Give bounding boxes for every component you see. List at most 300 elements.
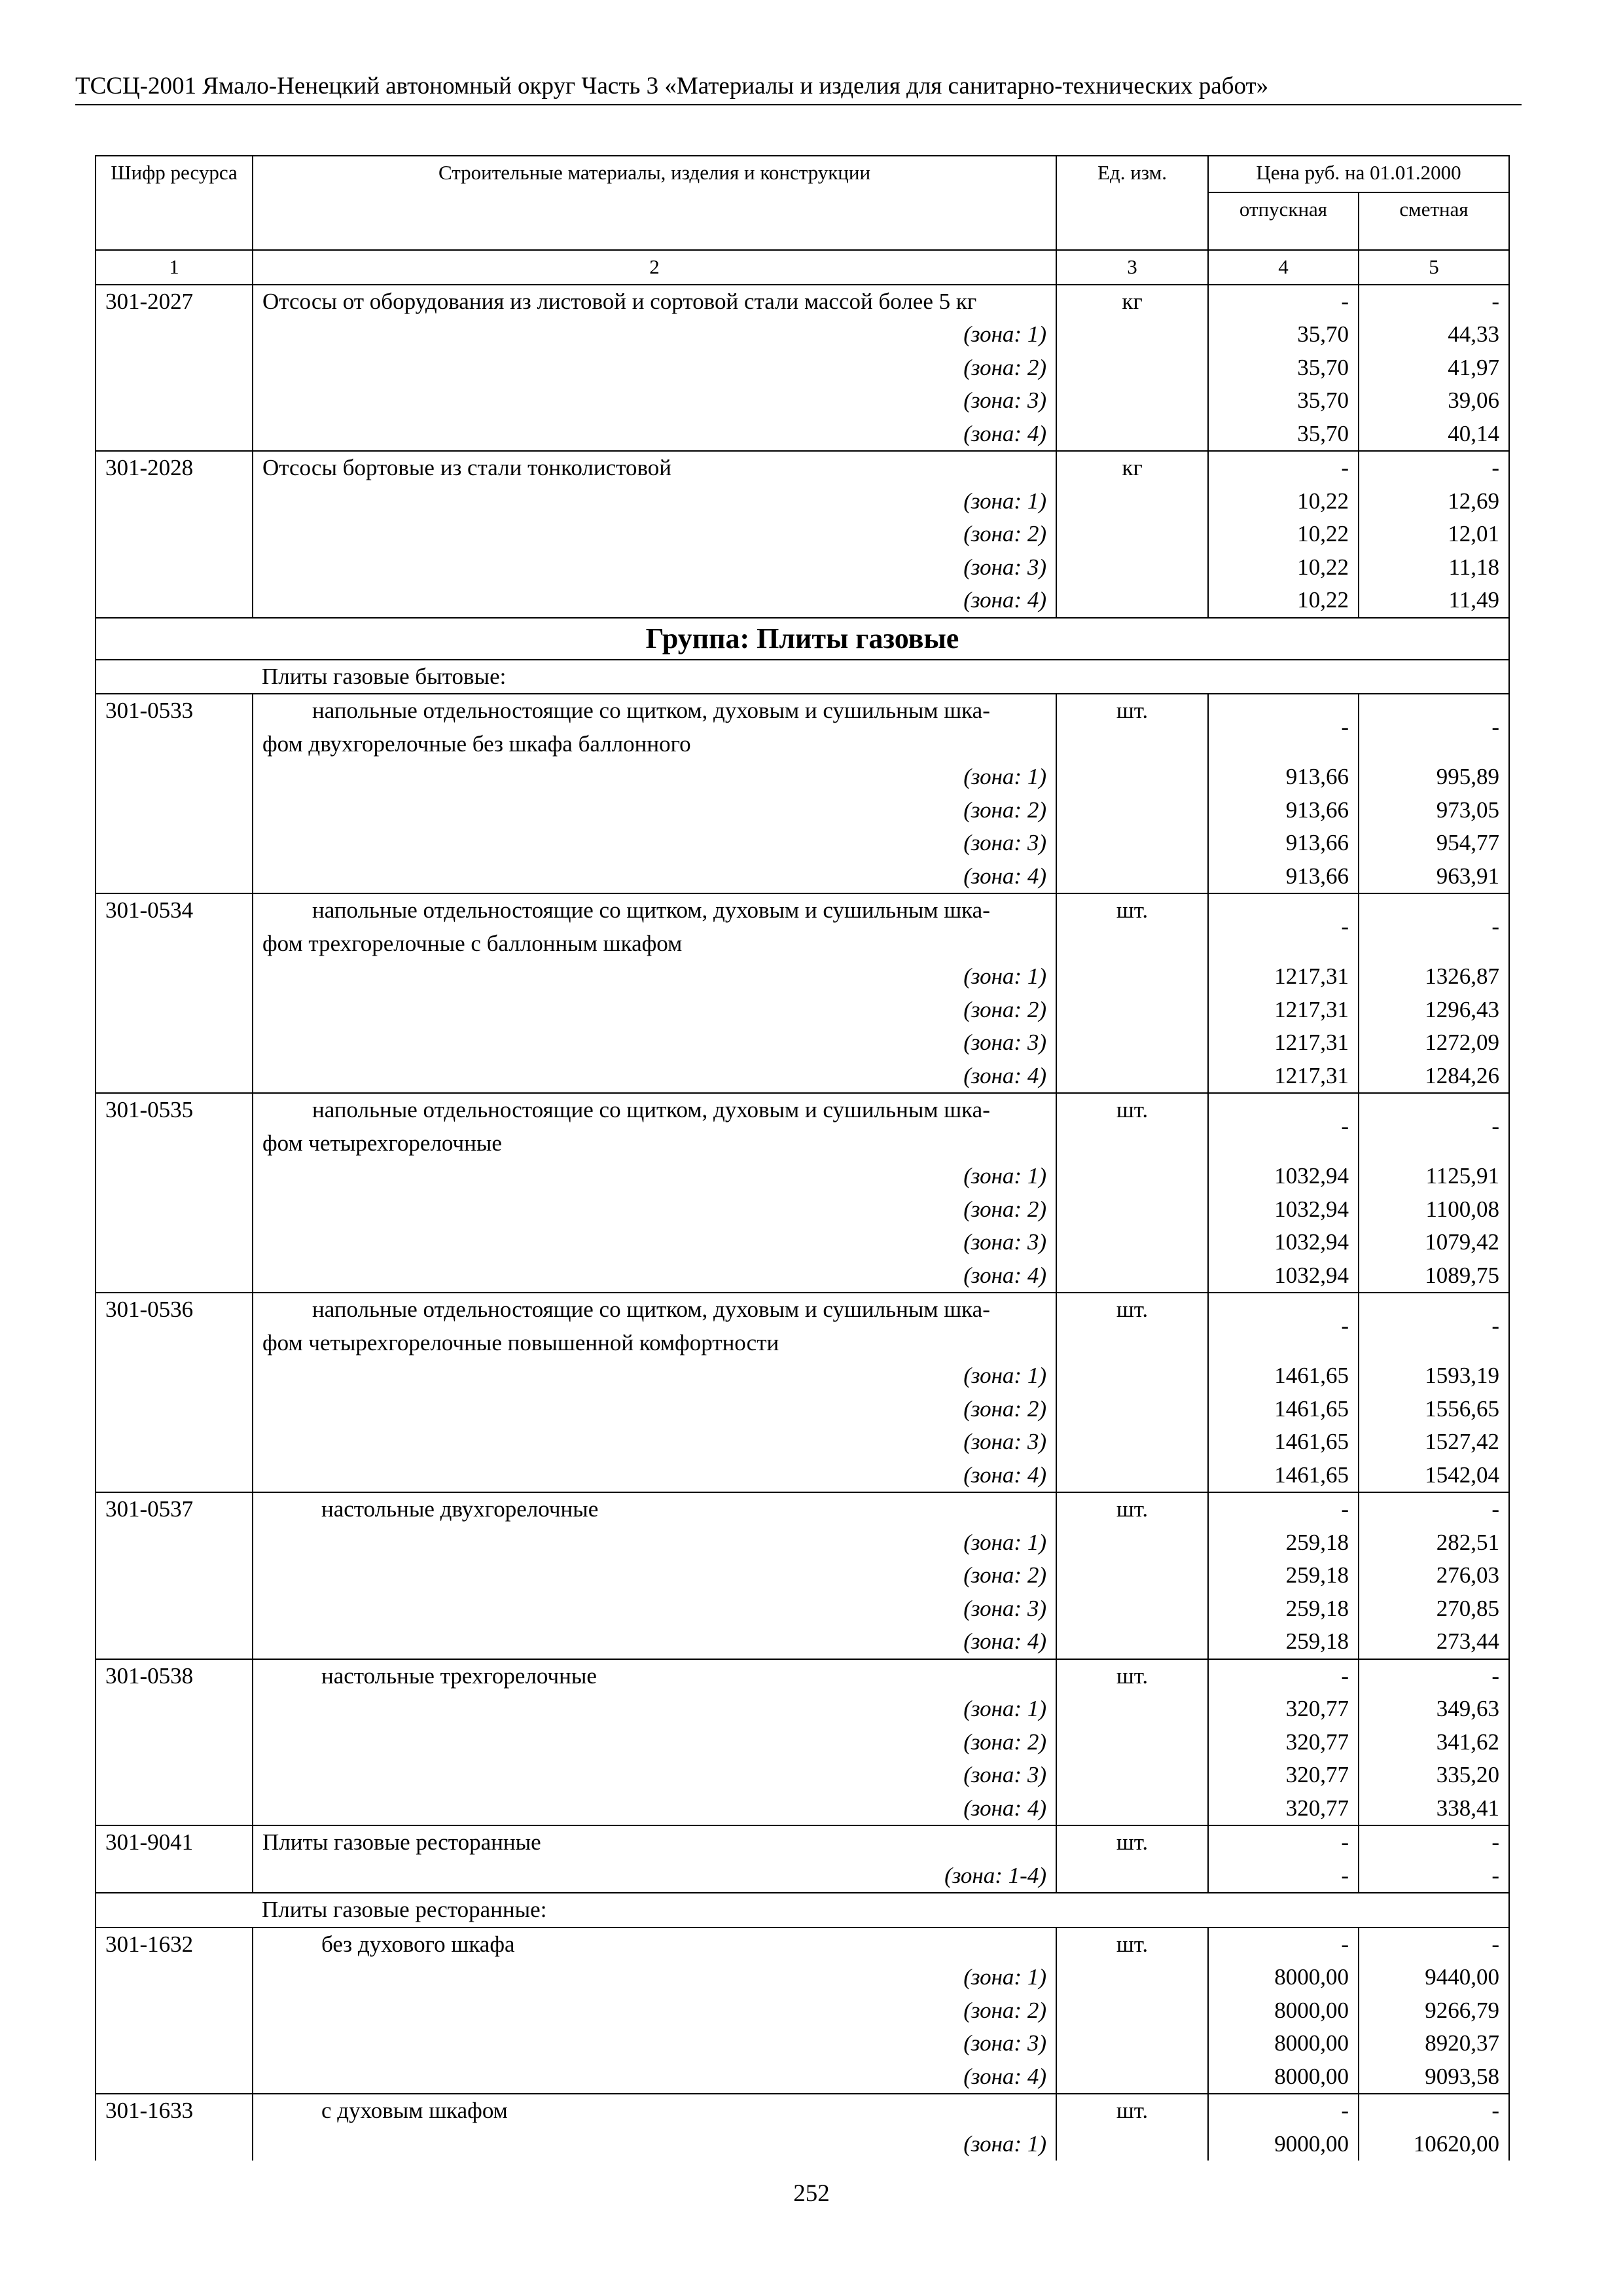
zone-price-release: 10,22 [1208, 485, 1359, 518]
zone-unit-cell [1056, 1026, 1208, 1060]
resource-name [253, 1093, 1056, 1160]
zone-label: (зона: 2) [253, 1393, 1056, 1426]
zone-unit-cell [1056, 1792, 1208, 1826]
zone-price-release: 1461,65 [1208, 1359, 1359, 1393]
price-release: - [1208, 285, 1359, 319]
zone-row [96, 994, 1509, 1027]
zone-price-release: 320,77 [1208, 1759, 1359, 1792]
column-number: 3 [1056, 250, 1208, 285]
zone-row [96, 1426, 1509, 1459]
zone-price-release: 913,66 [1208, 860, 1359, 894]
zone-code-cell [96, 1961, 253, 1994]
price-release: - [1208, 1093, 1359, 1160]
zone-price-release: 913,66 [1208, 794, 1359, 827]
unit: шт. [1056, 694, 1208, 761]
zone-price-release: 1217,31 [1208, 1060, 1359, 1094]
zone-label: (зона: 1) [253, 1160, 1056, 1193]
zone-price-estimate: 1125,91 [1359, 1160, 1509, 1193]
zone-price-estimate: 335,20 [1359, 1759, 1509, 1792]
zone-price-estimate: 11,49 [1359, 584, 1509, 618]
zone-row [96, 1592, 1509, 1626]
zone-price-release: 35,70 [1208, 418, 1359, 452]
resource-name [253, 1293, 1056, 1359]
zone-price-estimate: 10620,00 [1359, 2128, 1509, 2161]
table-body [96, 285, 1509, 2161]
zone-label: (зона: 1) [253, 318, 1056, 351]
zone-price-estimate: 39,06 [1359, 384, 1509, 418]
unit: шт. [1056, 2094, 1208, 2128]
resource-name [253, 893, 1056, 960]
zone-code-cell [96, 551, 253, 584]
zone-code-cell [96, 2128, 253, 2161]
zone-price-release: 1217,31 [1208, 1026, 1359, 1060]
zone-row [96, 1759, 1509, 1792]
table-row [96, 893, 1509, 960]
price-estimate: - [1359, 893, 1509, 960]
header-code: Шифр ресурса [96, 156, 253, 250]
zone-price-release: 259,18 [1208, 1625, 1359, 1659]
resource-name-line: фом двухгорелочные без шкафа баллонного [262, 730, 691, 757]
resource-name-text: настольные трехгорелочные [321, 1662, 597, 1689]
table-row [96, 285, 1509, 319]
zone-label: (зона: 1) [253, 960, 1056, 994]
table-row [96, 1928, 1509, 1962]
zone-code-cell [96, 1792, 253, 1826]
zone-unit-cell [1056, 1726, 1208, 1759]
resource-name: Плиты газовые ресторанные [253, 1825, 1056, 1859]
price-estimate: - [1359, 451, 1509, 485]
zone-code-cell [96, 485, 253, 518]
zone-unit-cell [1056, 418, 1208, 452]
zone-unit-cell [1056, 1426, 1208, 1459]
zone-code-cell [96, 318, 253, 351]
resource-name-line: напольные отдельностоящие со щитком, духовым и сушильным шка- [312, 1297, 990, 1322]
resource-name-line: фом четырехгорелочные повышенной комфортности [262, 1329, 779, 1355]
zone-price-estimate: 9266,79 [1359, 1994, 1509, 2028]
zone-code-cell [96, 1592, 253, 1626]
zone-label: (зона: 3) [253, 1592, 1056, 1626]
zone-unit-cell [1056, 1859, 1208, 1893]
header-name: Строительные материалы, изделия и конструкции [253, 156, 1056, 250]
column-number: 5 [1359, 250, 1509, 285]
zone-label: (зона: 2) [253, 1559, 1056, 1592]
zone-label: (зона: 2) [253, 1994, 1056, 2028]
zone-row [96, 1726, 1509, 1759]
resource-name: Отсосы от оборудования из листовой и сортовой стали массой более 5 кг [253, 285, 1056, 319]
zone-price-release: 320,77 [1208, 1726, 1359, 1759]
zone-row [96, 860, 1509, 894]
zone-unit-cell [1056, 1526, 1208, 1560]
zone-price-estimate: 1100,08 [1359, 1193, 1509, 1227]
zone-price-release: 1217,31 [1208, 994, 1359, 1027]
price-release: - [1208, 1825, 1359, 1859]
zone-unit-cell [1056, 518, 1208, 551]
zone-row [96, 2027, 1509, 2060]
zone-row [96, 1459, 1509, 1493]
zone-price-estimate: 1527,42 [1359, 1426, 1509, 1459]
zone-price-estimate: 1326,87 [1359, 960, 1509, 994]
zone-code-cell [96, 994, 253, 1027]
zone-code-cell [96, 418, 253, 452]
page-header: ТССЦ-2001 Ямало-Ненецкий автономный округ Часть 3 «Материалы и изделия для санитарно-технических работ» [75, 72, 1522, 105]
zone-code-cell [96, 1994, 253, 2028]
zone-row [96, 1193, 1509, 1227]
zone-price-estimate: 349,63 [1359, 1693, 1509, 1726]
zone-price-release: 1461,65 [1208, 1459, 1359, 1493]
zone-price-estimate: 8920,37 [1359, 2027, 1509, 2060]
zone-label: (зона: 1) [253, 2128, 1056, 2161]
zone-unit-cell [1056, 2128, 1208, 2161]
zone-row [96, 418, 1509, 452]
zone-price-estimate: 973,05 [1359, 794, 1509, 827]
price-release: - [1208, 1293, 1359, 1359]
subgroup-row [96, 1893, 1509, 1928]
zone-code-cell [96, 761, 253, 794]
resource-name [253, 1928, 1056, 1962]
header-price-estimate: сметная [1359, 192, 1509, 250]
subgroup-title: Плиты газовые ресторанные: [253, 1893, 1509, 1928]
zone-unit-cell [1056, 2027, 1208, 2060]
zone-price-estimate: 44,33 [1359, 318, 1509, 351]
resource-name [253, 1659, 1056, 1693]
zone-price-release: 8000,00 [1208, 2027, 1359, 2060]
header-price-release: отпускная [1208, 192, 1359, 250]
price-release: - [1208, 1659, 1359, 1693]
zone-price-release: 1032,94 [1208, 1193, 1359, 1227]
zone-unit-cell [1056, 1160, 1208, 1193]
price-estimate: - [1359, 285, 1509, 319]
zone-row [96, 351, 1509, 385]
zone-code-cell [96, 860, 253, 894]
zone-unit-cell [1056, 1693, 1208, 1726]
zone-unit-cell [1056, 1259, 1208, 1293]
unit: шт. [1056, 1293, 1208, 1359]
resource-code: 301-2027 [96, 285, 253, 319]
zone-price-release: 10,22 [1208, 584, 1359, 618]
zone-unit-cell [1056, 1592, 1208, 1626]
zone-price-estimate: - [1359, 1859, 1509, 1893]
zone-code-cell [96, 384, 253, 418]
zone-price-release: 35,70 [1208, 384, 1359, 418]
resource-name-line: напольные отдельностоящие со щитком, духовым и сушильным шка- [312, 698, 990, 723]
zone-price-estimate: 1089,75 [1359, 1259, 1509, 1293]
zone-price-release: 1032,94 [1208, 1226, 1359, 1259]
zone-unit-cell [1056, 485, 1208, 518]
zone-price-estimate: 276,03 [1359, 1559, 1509, 1592]
table-row [96, 1492, 1509, 1526]
price-release: - [1208, 451, 1359, 485]
zone-row [96, 1026, 1509, 1060]
table-row [96, 1659, 1509, 1693]
resource-code: 301-2028 [96, 451, 253, 485]
price-estimate: - [1359, 1659, 1509, 1693]
unit: шт. [1056, 1492, 1208, 1526]
resource-code: 301-0538 [96, 1659, 253, 1693]
zone-price-release: 913,66 [1208, 761, 1359, 794]
zone-price-estimate: 273,44 [1359, 1625, 1509, 1659]
zone-unit-cell [1056, 860, 1208, 894]
zone-price-release: 9000,00 [1208, 2128, 1359, 2161]
resource-code: 301-1633 [96, 2094, 253, 2128]
zone-label: (зона: 4) [253, 860, 1056, 894]
zone-unit-cell [1056, 1193, 1208, 1227]
zone-code-cell [96, 2027, 253, 2060]
zone-label: (зона: 2) [253, 794, 1056, 827]
zone-label: (зона: 3) [253, 1759, 1056, 1792]
subgroup-title: Плиты газовые бытовые: [253, 660, 1509, 694]
zone-unit-cell [1056, 1359, 1208, 1393]
resource-name-line: фом трехгорелочные с баллонным шкафом [262, 930, 683, 956]
zone-code-cell [96, 1693, 253, 1726]
zone-code-cell [96, 1726, 253, 1759]
zone-label: (зона: 1) [253, 761, 1056, 794]
zone-code-cell [96, 1160, 253, 1193]
zone-unit-cell [1056, 827, 1208, 860]
zone-price-estimate: 995,89 [1359, 761, 1509, 794]
zone-price-release: 259,18 [1208, 1592, 1359, 1626]
resource-name-text: с духовым шкафом [321, 2098, 508, 2123]
zone-code-cell [96, 794, 253, 827]
subgroup-code-cell [96, 1893, 253, 1928]
price-estimate: - [1359, 2094, 1509, 2128]
zone-price-release: 259,18 [1208, 1559, 1359, 1592]
zone-price-estimate: 1542,04 [1359, 1459, 1509, 1493]
zone-unit-cell [1056, 1559, 1208, 1592]
zone-label: (зона: 1) [253, 1526, 1056, 1560]
unit: шт. [1056, 893, 1208, 960]
table-row [96, 1293, 1509, 1359]
zone-row [96, 1526, 1509, 1560]
group-title: Группа: Плиты газовые [96, 618, 1509, 660]
zone-code-cell [96, 1859, 253, 1893]
unit: кг [1056, 285, 1208, 319]
header-price: Цена руб. на 01.01.2000 [1208, 156, 1509, 192]
table-row [96, 694, 1509, 761]
zone-price-estimate: 1296,43 [1359, 994, 1509, 1027]
subgroup-code-cell [96, 660, 253, 694]
zone-label: (зона: 1-4) [253, 1859, 1056, 1893]
zone-label: (зона: 3) [253, 1426, 1056, 1459]
zone-label: (зона: 4) [253, 1625, 1056, 1659]
zone-price-estimate: 270,85 [1359, 1592, 1509, 1626]
column-number: 4 [1208, 250, 1359, 285]
table-row [96, 451, 1509, 485]
zone-code-cell [96, 1393, 253, 1426]
price-estimate: - [1359, 1492, 1509, 1526]
zone-price-estimate: 338,41 [1359, 1792, 1509, 1826]
zone-price-estimate: 9440,00 [1359, 1961, 1509, 1994]
zone-unit-cell [1056, 318, 1208, 351]
zone-code-cell [96, 827, 253, 860]
zone-unit-cell [1056, 1759, 1208, 1792]
zone-price-release: 913,66 [1208, 827, 1359, 860]
zone-row [96, 485, 1509, 518]
zone-row [96, 584, 1509, 618]
zone-row [96, 1859, 1509, 1893]
zone-row [96, 827, 1509, 860]
zone-unit-cell [1056, 1459, 1208, 1493]
zone-price-release: 8000,00 [1208, 1994, 1359, 2028]
zone-row [96, 1060, 1509, 1094]
unit: шт. [1056, 1928, 1208, 1962]
price-release: - [1208, 2094, 1359, 2128]
zone-price-estimate: 12,01 [1359, 518, 1509, 551]
resource-name-line: фом четырехгорелочные [262, 1130, 502, 1156]
zone-code-cell [96, 1193, 253, 1227]
resource-code: 301-0535 [96, 1093, 253, 1160]
zone-label: (зона: 3) [253, 827, 1056, 860]
zone-price-estimate: 1272,09 [1359, 1026, 1509, 1060]
zone-price-release: 10,22 [1208, 518, 1359, 551]
zone-row [96, 1259, 1509, 1293]
zone-code-cell [96, 1759, 253, 1792]
zone-row [96, 1693, 1509, 1726]
zone-row [96, 794, 1509, 827]
zone-price-estimate: 1079,42 [1359, 1226, 1509, 1259]
zone-unit-cell [1056, 1060, 1208, 1094]
zone-label: (зона: 2) [253, 351, 1056, 385]
unit: кг [1056, 451, 1208, 485]
zone-code-cell [96, 1026, 253, 1060]
zone-code-cell [96, 1259, 253, 1293]
price-release: - [1208, 694, 1359, 761]
zone-row [96, 2128, 1509, 2161]
zone-row [96, 2060, 1509, 2094]
zone-label: (зона: 4) [253, 1259, 1056, 1293]
zone-row [96, 1393, 1509, 1426]
zone-price-release: 259,18 [1208, 1526, 1359, 1560]
zone-label: (зона: 2) [253, 1193, 1056, 1227]
zone-label: (зона: 1) [253, 1961, 1056, 1994]
table-row [96, 1825, 1509, 1859]
zone-row [96, 384, 1509, 418]
zone-row [96, 551, 1509, 584]
zone-price-release: 35,70 [1208, 318, 1359, 351]
zone-row [96, 1994, 1509, 2028]
zone-price-release: 320,77 [1208, 1693, 1359, 1726]
zone-price-estimate: 1593,19 [1359, 1359, 1509, 1393]
resource-name-line: напольные отдельностоящие со щитком, духовым и сушильным шка- [312, 897, 990, 923]
price-release: - [1208, 1928, 1359, 1962]
zone-label: (зона: 4) [253, 1060, 1056, 1094]
zone-unit-cell [1056, 1994, 1208, 2028]
zone-price-estimate: 1284,26 [1359, 1060, 1509, 1094]
page-number: 252 [793, 2180, 830, 2207]
column-number: 1 [96, 250, 253, 285]
zone-price-estimate: 954,77 [1359, 827, 1509, 860]
unit: шт. [1056, 1659, 1208, 1693]
zone-unit-cell [1056, 1961, 1208, 1994]
zone-price-release: 320,77 [1208, 1792, 1359, 1826]
zone-row [96, 1792, 1509, 1826]
resource-code: 301-0533 [96, 694, 253, 761]
zone-row [96, 960, 1509, 994]
price-estimate: - [1359, 1093, 1509, 1160]
group-row [96, 618, 1509, 660]
zone-label: (зона: 1) [253, 485, 1056, 518]
zone-row [96, 761, 1509, 794]
zone-price-release: - [1208, 1859, 1359, 1893]
zone-row [96, 1359, 1509, 1393]
zone-price-release: 8000,00 [1208, 1961, 1359, 1994]
zone-label: (зона: 4) [253, 1792, 1056, 1826]
resource-name-text: настольные двухгорелочные [321, 1496, 599, 1522]
zone-code-cell [96, 518, 253, 551]
zone-label: (зона: 4) [253, 418, 1056, 452]
zone-unit-cell [1056, 1393, 1208, 1426]
unit: шт. [1056, 1825, 1208, 1859]
zone-code-cell [96, 1226, 253, 1259]
zone-price-estimate: 41,97 [1359, 351, 1509, 385]
resource-code: 301-0534 [96, 893, 253, 960]
zone-code-cell [96, 351, 253, 385]
zone-code-cell [96, 1359, 253, 1393]
zone-price-release: 1461,65 [1208, 1426, 1359, 1459]
zone-label: (зона: 2) [253, 1726, 1056, 1759]
price-release: - [1208, 893, 1359, 960]
price-table [95, 155, 1510, 2161]
resource-name-text: без духового шкафа [321, 1931, 515, 1957]
zone-unit-cell [1056, 584, 1208, 618]
zone-label: (зона: 4) [253, 1459, 1056, 1493]
zone-unit-cell [1056, 351, 1208, 385]
zone-unit-cell [1056, 2060, 1208, 2094]
zone-price-estimate: 11,18 [1359, 551, 1509, 584]
zone-label: (зона: 1) [253, 1359, 1056, 1393]
price-release: - [1208, 1492, 1359, 1526]
zone-unit-cell [1056, 1226, 1208, 1259]
price-estimate: - [1359, 1825, 1509, 1859]
zone-row [96, 1160, 1509, 1193]
zone-unit-cell [1056, 384, 1208, 418]
price-estimate: - [1359, 1928, 1509, 1962]
zone-price-release: 1217,31 [1208, 960, 1359, 994]
zone-unit-cell [1056, 994, 1208, 1027]
zone-code-cell [96, 1060, 253, 1094]
zone-unit-cell [1056, 794, 1208, 827]
zone-price-estimate: 282,51 [1359, 1526, 1509, 1560]
zone-label: (зона: 3) [253, 384, 1056, 418]
zone-code-cell [96, 2060, 253, 2094]
zone-price-estimate: 40,14 [1359, 418, 1509, 452]
zone-row [96, 518, 1509, 551]
zone-code-cell [96, 1625, 253, 1659]
zone-price-release: 1032,94 [1208, 1259, 1359, 1293]
zone-price-estimate: 341,62 [1359, 1726, 1509, 1759]
zone-label: (зона: 2) [253, 994, 1056, 1027]
zone-label: (зона: 4) [253, 584, 1056, 618]
zone-label: (зона: 3) [253, 2027, 1056, 2060]
resource-code: 301-0537 [96, 1492, 253, 1526]
zone-code-cell [96, 1459, 253, 1493]
zone-price-release: 1461,65 [1208, 1393, 1359, 1426]
resource-code: 301-0536 [96, 1293, 253, 1359]
table-row [96, 1093, 1509, 1160]
subgroup-row [96, 660, 1509, 694]
zone-label: (зона: 2) [253, 518, 1056, 551]
column-number: 2 [253, 250, 1056, 285]
zone-price-estimate: 963,91 [1359, 860, 1509, 894]
zone-price-release: 35,70 [1208, 351, 1359, 385]
zone-label: (зона: 3) [253, 1026, 1056, 1060]
zone-label: (зона: 4) [253, 2060, 1056, 2094]
resource-name [253, 2094, 1056, 2128]
zone-price-release: 1032,94 [1208, 1160, 1359, 1193]
resource-name-line: напольные отдельностоящие со щитком, духовым и сушильным шка- [312, 1097, 990, 1122]
zone-code-cell [96, 960, 253, 994]
resource-name: Отсосы бортовые из стали тонколистовой [253, 451, 1056, 485]
resource-code: 301-9041 [96, 1825, 253, 1859]
